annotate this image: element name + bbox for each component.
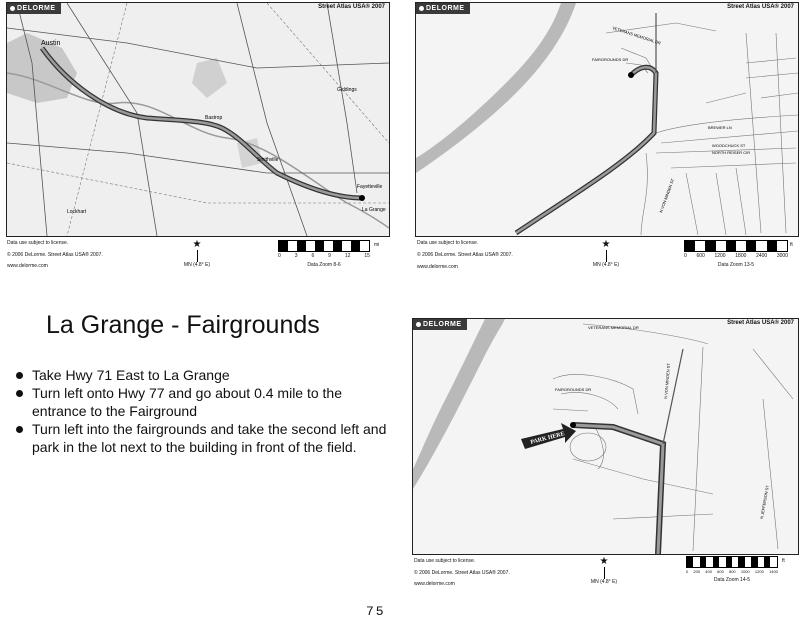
north-stem [197, 250, 198, 262]
license-text: Data use subject to license. [414, 558, 476, 564]
map-label-bastrop: Bastrop [205, 115, 223, 121]
scale-tick: 2400 [756, 253, 768, 259]
map-route[interactable] [415, 2, 799, 237]
map-label-jefferson: N JEFFERSON ST [759, 484, 770, 520]
copyright-text: © 2006 DeLorme. Street Atlas USA® 2007. [417, 252, 513, 258]
north-arrow [584, 557, 624, 585]
scale-tick: 1200 [714, 253, 726, 259]
scale-bar [684, 240, 793, 268]
page-title: La Grange - Fairgrounds [46, 311, 320, 339]
data-zoom-label: Data Zoom 14-5 [713, 577, 751, 583]
map-label-lockhart: Lockhart [67, 209, 87, 215]
copyright-text: © 2006 DeLorme. Street Atlas USA® 2007. [7, 252, 103, 258]
scale-tick: 800 [728, 569, 736, 574]
map-detail-graphic [413, 319, 798, 554]
scale-unit: ft [790, 242, 793, 248]
product-name: Street Atlas USA® 2007 [727, 320, 794, 326]
map-label-woodchuck: WOODCHUCK ST [712, 143, 746, 148]
scale-ticks [686, 569, 778, 574]
license-text: Data use subject to license. [417, 240, 479, 246]
north-star-icon: ★ [601, 239, 611, 250]
website-text: www.delorme.com [417, 264, 458, 270]
copyright-text: © 2006 DeLorme. Street Atlas USA® 2007. [414, 570, 510, 576]
data-zoom-label: Data Zoom 13-5 [717, 262, 755, 268]
magnetic-north-label: MN (4.8° E) [592, 262, 620, 268]
website-text: www.delorme.com [414, 581, 455, 587]
scale-tick: 9 [328, 253, 331, 259]
scale-tick: 1800 [735, 253, 747, 259]
delorme-logo [413, 319, 467, 330]
map-label-veterans-memorial: VETERANS MEMORIAL DR [588, 325, 639, 330]
data-zoom-label: Data Zoom 8-6 [307, 262, 341, 268]
delorme-logo [416, 3, 470, 14]
scale-ticks [684, 253, 788, 259]
scale-tick: 0 [684, 253, 687, 259]
north-star-icon: ★ [599, 556, 609, 567]
scale-tick: 12 [344, 253, 351, 259]
scale-tick: 1200 [754, 569, 764, 574]
park-here-label: PARK HERE [529, 431, 566, 446]
scale-tick: 3000 [776, 253, 788, 259]
product-name: Street Atlas USA® 2007 [727, 4, 794, 10]
magnetic-north-label: MN (4.8° E) [183, 262, 211, 268]
scale-tick: 600 [717, 569, 724, 574]
direction-step: Turn left onto Hwy 77 and go about 0.4 mile to the entrance to the Fairground [14, 384, 394, 420]
scale-tick: 400 [705, 569, 712, 574]
delorme-logo-icon [419, 6, 424, 11]
map-label-brewer: BREWER LN [708, 125, 732, 130]
map-label-giddings: Giddings [337, 87, 357, 93]
delorme-logo-icon [10, 6, 15, 11]
scale-tick: 6 [311, 253, 315, 259]
scale-tick: 0 [686, 569, 689, 574]
map-overview-graphic [7, 3, 389, 236]
license-text: Data use subject to license. [7, 240, 69, 246]
scale-bar-graphic [278, 240, 370, 252]
scale-bar-graphic [686, 556, 778, 568]
map-label-von-minden: N VON MINDEN ST [658, 178, 676, 214]
scale-bar-graphic [684, 240, 788, 252]
map-label-la-grange: La Grange [362, 207, 386, 213]
map-label-smithville: Smithville [257, 157, 279, 163]
delorme-logo [7, 3, 61, 14]
directions-list [14, 366, 394, 456]
scale-tick: 1000 [740, 569, 750, 574]
direction-step: Turn left into the fairgrounds and take the second left and park in the lot next to the building in front of the field. [14, 420, 394, 456]
map-label-fayetteville: Fayetteville [357, 184, 383, 190]
map-overview[interactable] [6, 2, 390, 237]
north-arrow [586, 240, 626, 268]
scale-tick: 0 [278, 253, 281, 259]
magnetic-north-label: MN (4.8° E) [590, 579, 618, 585]
scale-tick: 3 [294, 253, 298, 259]
scale-unit: ft [782, 558, 785, 564]
page-number: 75 [366, 604, 386, 619]
brand-text: DELORME [423, 321, 462, 328]
map-label-north-reiser: NORTH REISER CIR [712, 150, 751, 155]
brand-text: DELORME [17, 5, 56, 12]
brand-text: DELORME [426, 5, 465, 12]
scale-ticks [278, 253, 370, 259]
direction-step: Take Hwy 71 East to La Grange [14, 366, 394, 384]
north-star-icon: ★ [192, 239, 202, 250]
product-name: Street Atlas USA® 2007 [318, 4, 385, 10]
map-label-fairgrounds: FAIRGROUNDS DR [555, 387, 592, 392]
scale-tick: 600 [696, 253, 705, 259]
map-route-graphic [416, 3, 798, 236]
north-stem [604, 567, 605, 579]
map-label-austin: Austin [41, 40, 61, 47]
website-text: www.delorme.com [7, 263, 48, 269]
map-label-veterans-memorial: VETERANS MEMORIAL DR [611, 25, 662, 46]
scale-tick: 15 [364, 253, 370, 259]
scale-unit: mi [374, 242, 380, 248]
scale-tick: 1400 [769, 569, 778, 574]
map-label-fairgrounds: FAIRGROUNDS DR [592, 57, 629, 62]
scale-bar [686, 556, 785, 583]
scale-bar [278, 240, 380, 268]
map-detail[interactable] [412, 318, 799, 555]
north-arrow [177, 240, 217, 268]
delorme-logo-icon [416, 322, 421, 327]
north-stem [606, 250, 607, 262]
map-label-von-minden: N VON MINDEN ST [663, 363, 672, 400]
scale-tick: 200 [693, 569, 701, 574]
